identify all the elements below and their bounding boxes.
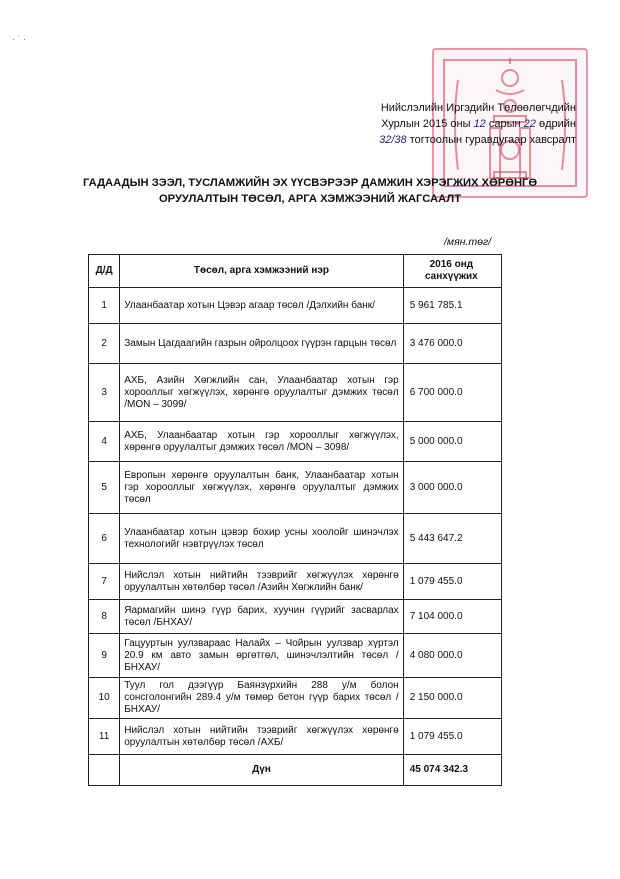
table-row xyxy=(89,422,502,462)
unit-label: /мян.төг/ xyxy=(444,236,492,248)
row-num: 2 xyxy=(89,324,120,364)
row-project-name: Нийслэл хотын нийтийн тээврийг хөгжүүлэх хөрөнгө оруулалтын хөтөлбөр төсөл /АХБ/ xyxy=(120,719,403,755)
project-budget-table xyxy=(88,254,502,786)
row-project-name: Нийслэл хотын нийтийн тээврийг хөгжүүлэх хөрөнгө оруулалтын хөтөлбөр төсөл /Азийн Хөгжлийн банк/ xyxy=(120,564,403,600)
annex-reference xyxy=(379,100,576,148)
table-row xyxy=(89,600,502,634)
row-project-name: Улаанбаатар хотын цэвэр бохир усны хоолойг шинэчлэх технологийг нэвтрүүлэх төсөл xyxy=(120,514,403,564)
table-row xyxy=(89,288,502,324)
annex-line-1: Нийслэлийн Иргэдийн Төлөөлөгчдийн xyxy=(380,102,576,114)
header-amount: 2016 онд санхүүжих xyxy=(403,255,501,288)
row-num: 6 xyxy=(89,514,120,564)
row-num: 11 xyxy=(89,719,120,755)
row-project-name: АХБ, Азийн Хөгжлийн сан, Улаанбаатар хотын гэр хорооллыг хөгжүүлэх, хөрөнгө оруулалтыг дэмжих төсөл /MON – 3099/ xyxy=(120,364,403,422)
handwritten-day: 22 xyxy=(523,118,536,130)
row-project-name: Улаанбаатар хотын Цэвэр агаар төсөл /Дэлхийн банк/ xyxy=(120,288,403,324)
row-amount: 3 000 000.0 xyxy=(403,462,501,514)
row-amount: 5 000 000.0 xyxy=(403,422,501,462)
row-amount: 4 080 000.0 xyxy=(403,634,501,678)
header-name: Төсөл, арга хэмжээний нэр xyxy=(120,255,403,288)
row-amount: 1 079 455.0 xyxy=(403,564,501,600)
title-line-1: ГАДААДЫН ЗЭЭЛ, ТУСЛАМЖИЙН ЭХ ҮҮСВЭРЭЭР ДАМЖИН ХЭРЭГЖИХ ХӨРӨНГӨ xyxy=(82,177,538,189)
row-project-name: АХБ, Улаанбаатар хотын гэр хорооллыг хөгжүүлэх, хөрөнгө оруулалтыг дэмжих төсөл /MON – 3098/ xyxy=(120,422,403,462)
total-num-cell xyxy=(89,755,120,786)
header-num: Д/Д xyxy=(89,255,120,288)
table-row xyxy=(89,324,502,364)
row-num: 7 xyxy=(89,564,120,600)
table-row xyxy=(89,514,502,564)
table-row xyxy=(89,364,502,422)
table-row xyxy=(89,634,502,678)
annex-line-3: 32/38 тогтоолын гуравдугаар хавсралт xyxy=(379,134,576,146)
row-amount: 7 104 000.0 xyxy=(403,600,501,634)
title-line-2: ОРУУЛАЛТЫН ТӨСӨЛ, АРГА ХЭМЖЭЭНИЙ ЖАГСААЛТ xyxy=(158,193,462,205)
document-title xyxy=(40,175,580,207)
row-num: 4 xyxy=(89,422,120,462)
table-row xyxy=(89,678,502,719)
row-amount: 2 150 000.0 xyxy=(403,678,501,719)
table-row xyxy=(89,564,502,600)
row-project-name: Замын Цагдаагийн газрын ойролцоох гүүрэн гарцын төсөл xyxy=(120,324,403,364)
row-amount: 3 476 000.0 xyxy=(403,324,501,364)
table-row xyxy=(89,462,502,514)
total-row xyxy=(89,755,502,786)
row-project-name: Туул гол дээгүүр Баянзүрхийн 288 у/м болон сонсголонгийн 289.4 у/м төмөр бетон гүүр барих төсөл /БНХАУ/ xyxy=(120,678,403,719)
row-num: 8 xyxy=(89,600,120,634)
row-num: 9 xyxy=(89,634,120,678)
row-amount: 6 700 000.0 xyxy=(403,364,501,422)
table-header-row xyxy=(89,255,502,288)
row-num: 10 xyxy=(89,678,120,719)
row-num: 5 xyxy=(89,462,120,514)
total-amount: 45 074 342.3 xyxy=(403,755,501,786)
row-project-name: Европын хөрөнгө оруулалтын банк, Улаанбаатар хотын гэр хорооллыг хөгжүүлэх, хөрөнгө оруулалтыг дэмжих төсөл xyxy=(120,462,403,514)
annex-line-2: Хурлын 2015 оны 12 сарын 22 өдрийн xyxy=(381,118,576,130)
row-num: 1 xyxy=(89,288,120,324)
row-amount: 5 443 647.2 xyxy=(403,514,501,564)
row-project-name: Гацууртын уулзвараас Налайх – Чойрын уулзвар хүртэл 20.9 км авто замын өргөтгөл, шинэчлэлтийн төсөл /БНХАУ/ xyxy=(120,634,403,678)
total-label: Дүн xyxy=(120,755,403,786)
table-row xyxy=(89,719,502,755)
scan-speckles: · ˙ · xyxy=(12,34,26,44)
row-amount: 5 961 785.1 xyxy=(403,288,501,324)
row-project-name: Яармагийн шинэ гүүр барих, хуучин гүүрийг засварлах төсөл /БНХАУ/ xyxy=(120,600,403,634)
row-num: 3 xyxy=(89,364,120,422)
handwritten-resolution-number: 32/38 xyxy=(379,134,407,146)
handwritten-month: 12 xyxy=(473,118,486,130)
row-amount: 1 079 455.0 xyxy=(403,719,501,755)
